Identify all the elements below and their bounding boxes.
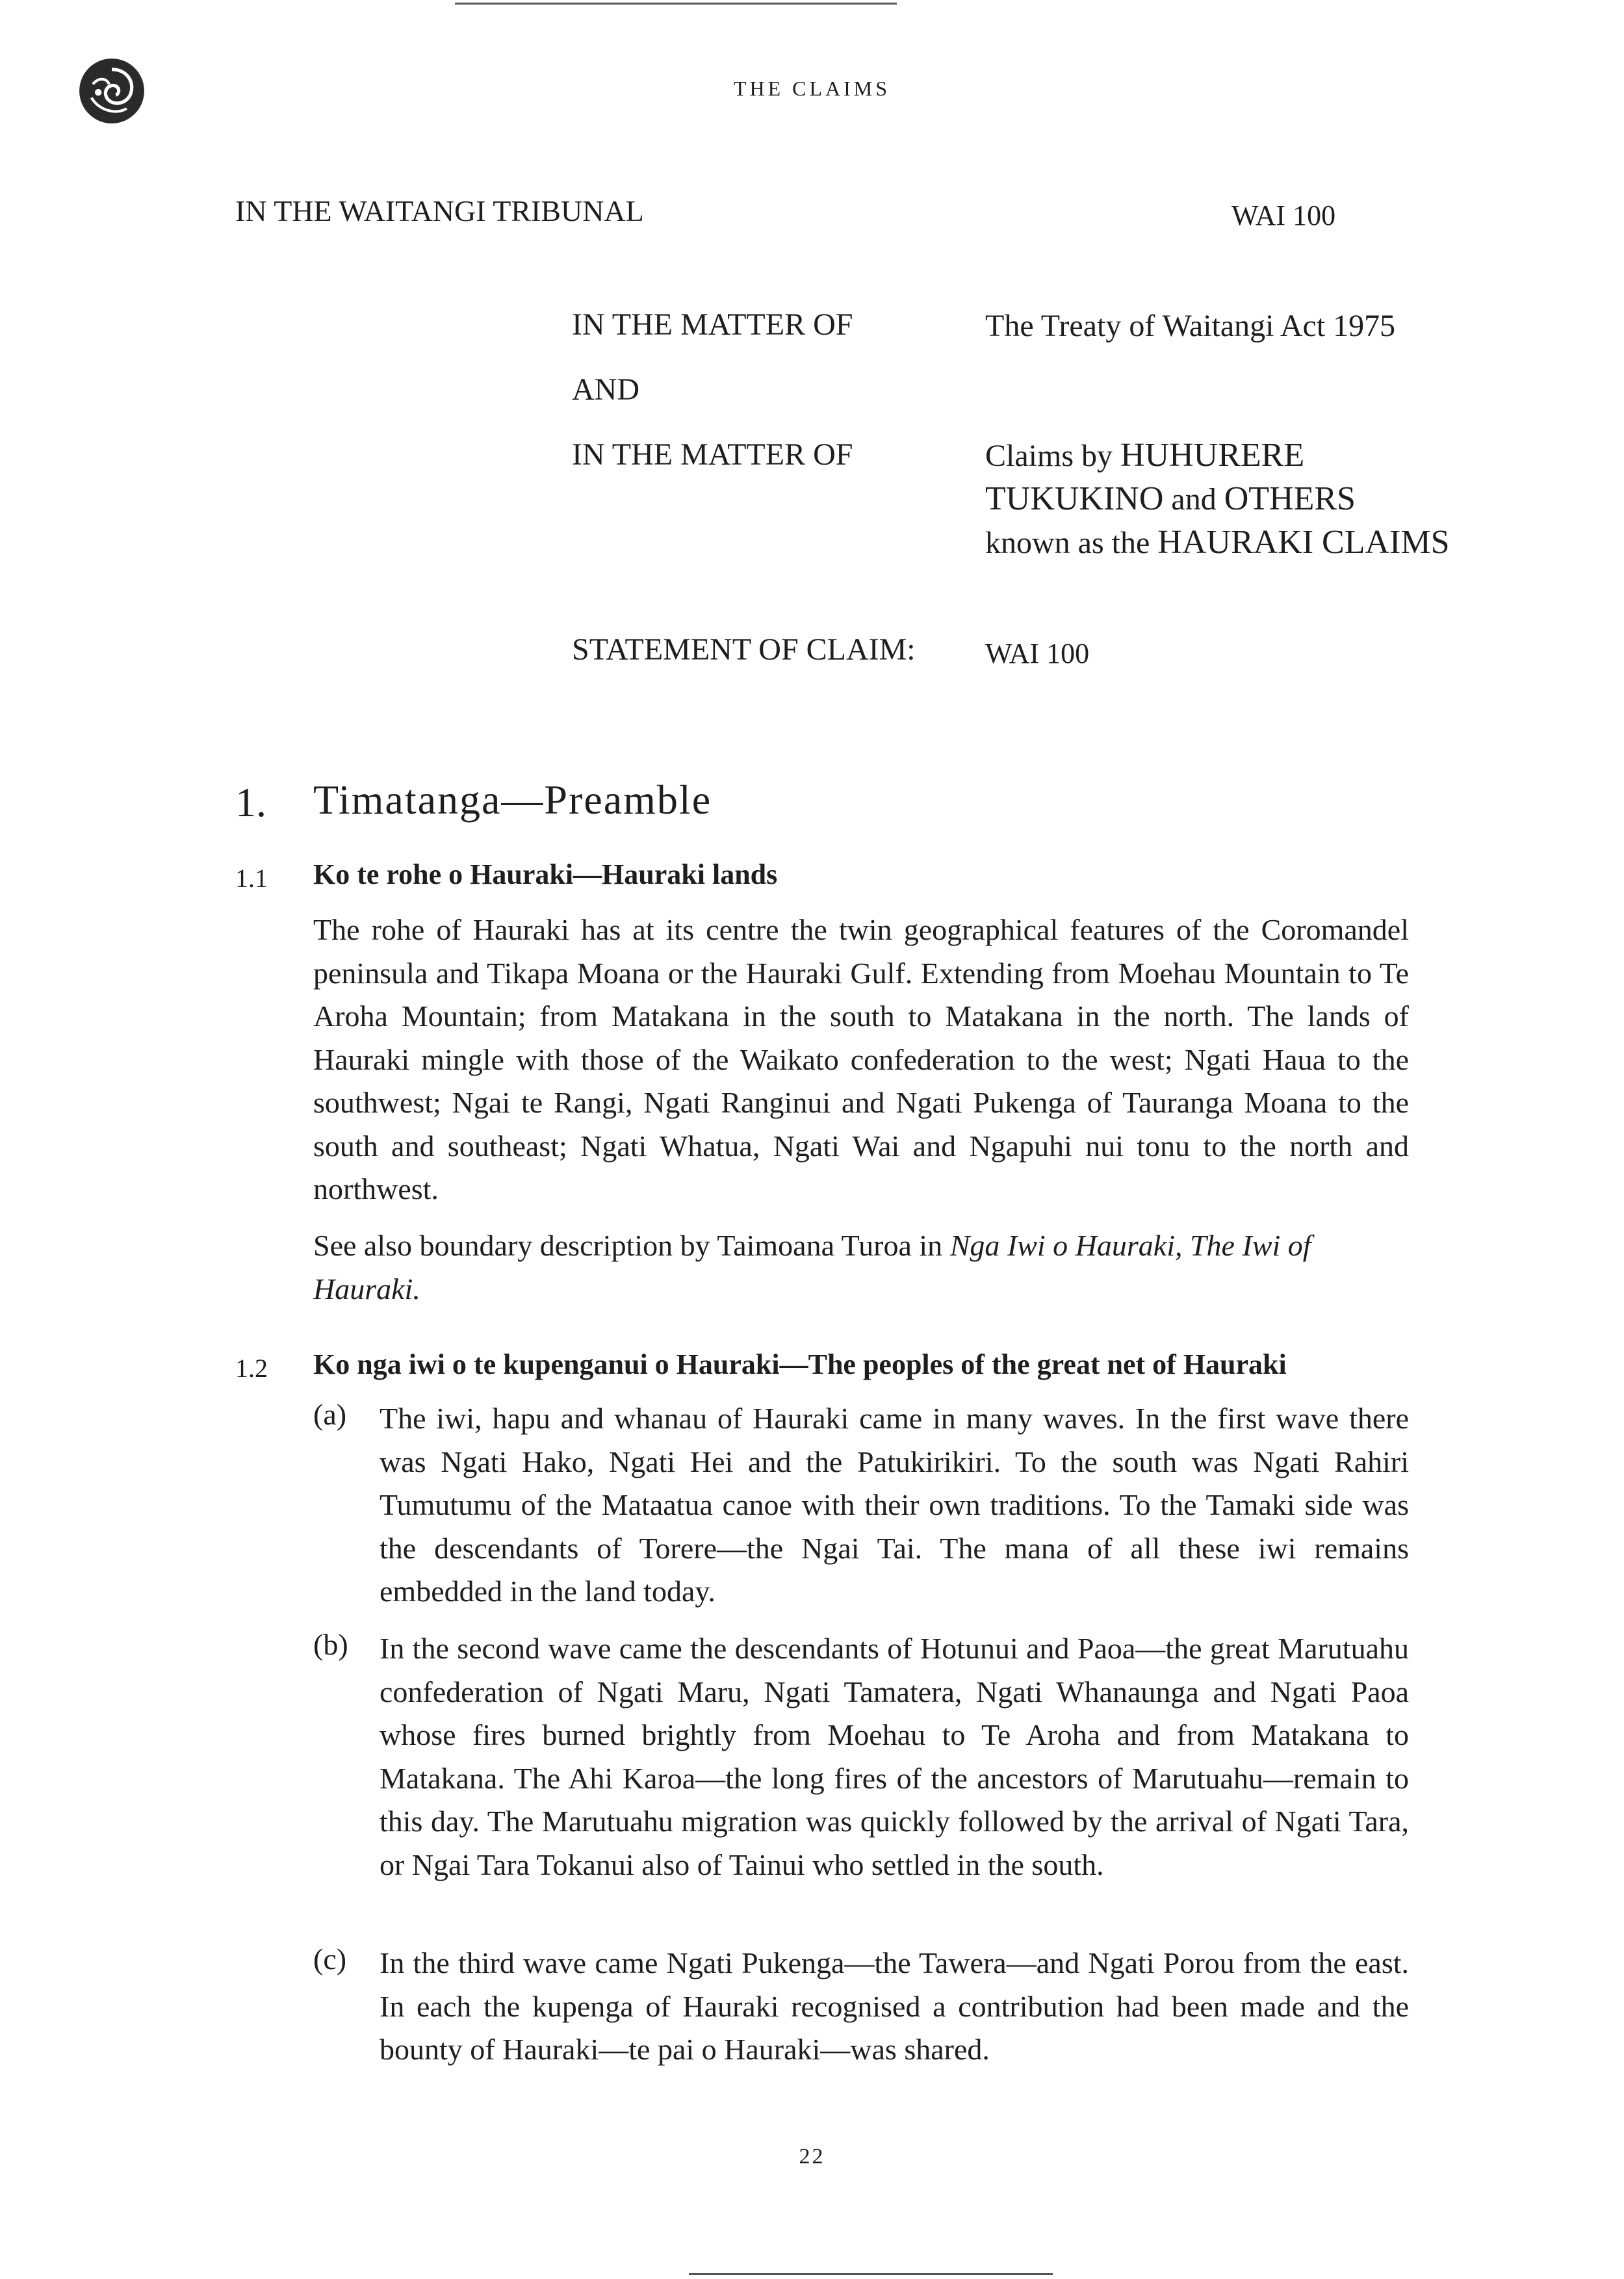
matter-label-2: IN THE MATTER OF bbox=[572, 437, 853, 472]
section-title: Timatanga—Preamble bbox=[313, 777, 712, 823]
page-number: 22 bbox=[799, 2144, 825, 2169]
subsection-1-title: Ko te rohe o Hauraki—Hauraki lands bbox=[313, 858, 778, 890]
item-a-text: The iwi, hapu and whanau of Hauraki came in many waves. In the first wave there was Ngati Hako, Ngati Hei and the Patukirikiri. To the south was Ngati Rahiri Tumutumu of the Mataatua canoe with their own traditions. To the Tamaki side was the descendants of Torere—the Ngai Tai. The mana of all these iwi remains embedded in the land today. bbox=[380, 1402, 1409, 1608]
see-also-text: See also boundary description by Taimoana Turoa in bbox=[313, 1229, 950, 1262]
item-c-label: (c) bbox=[313, 1942, 347, 1976]
matter-value-2 bbox=[985, 434, 1453, 565]
statement-reference: WAI 100 bbox=[985, 637, 1090, 669]
subsection-1-paragraph: The rohe of Hauraki has at its centre the twin geographical features of the Coromandel peninsula and Tikapa Moana or the Hauraki Gulf. Extending from Moehau Mountain to Te Aroha Mountain; from Matakana in the south to Matakana in the north. The lands of Hauraki mingle with those of the Waikato confederation to the west; Ngati Haua to the southwest; Ngai te Rangi, Ngati Ranginui and Ngati Pukenga of Tauranga Moana to the south and southeast; Ngati Whatua, Ngati Wai and Ngapuhi nui tonu to the north and northwest. bbox=[313, 913, 1409, 1205]
item-b-text: In the second wave came the descendants of Hotunui and Paoa—the great Marutuahu confederation of Ngati Maru, Ngati Tamatera, Ngati Whanaunga and Ngati Paoa whose fires burned brightly from Moehau to Te Aroha and from Matakana to Matakana. The Ahi Karoa—the long fires of the ancestors of Marutuahu—remain to this day. The Marutuahu migration was quickly followed by the arrival of Ngati Tara, or Ngai Tara Tokanui also of Tainui who settled in the south. bbox=[380, 1632, 1409, 1881]
subsection-2-number: 1.2 bbox=[235, 1354, 268, 1383]
statement-label: STATEMENT OF CLAIM: bbox=[572, 632, 916, 667]
section-number: 1. bbox=[235, 779, 266, 825]
subsection-1-number: 1.1 bbox=[235, 864, 268, 893]
item-b-label: (b) bbox=[313, 1628, 348, 1661]
subsection-2-title: Ko nga iwi o te kupenganui o Hauraki—The peoples of the great net of Hauraki bbox=[313, 1348, 1287, 1380]
item-c-text: In the third wave came Ngati Pukenga—the Tawera—and Ngati Porou from the east. In each the kupenga of Hauraki recognised a contribution had been made and the bounty of Hauraki—te pai o Hauraki—was shared. bbox=[380, 1946, 1409, 2066]
bottom-rule bbox=[689, 2273, 1053, 2275]
see-also-paragraph bbox=[313, 1224, 1409, 1311]
top-rule bbox=[455, 3, 897, 5]
and-text: and bbox=[1171, 482, 1217, 517]
matter-label-1: IN THE MATTER OF bbox=[572, 307, 853, 342]
matter-label-and: AND bbox=[572, 372, 639, 407]
item-a-label: (a) bbox=[313, 1398, 347, 1431]
running-head: THE CLAIMS bbox=[733, 77, 891, 100]
claimant-names: HUHURERE TUKUKINO bbox=[985, 437, 1305, 517]
see-also-title: Nga Iwi o Hauraki, The Iwi of Hauraki. bbox=[313, 1229, 1311, 1306]
case-reference: WAI 100 bbox=[1231, 200, 1336, 231]
hauraki-claims-text: HAURAKI CLAIMS bbox=[1157, 524, 1450, 561]
known-as-text: known as the bbox=[985, 526, 1150, 560]
claims-by-text: Claims by bbox=[985, 439, 1113, 473]
tribunal-heading: IN THE WAITANGI TRIBUNAL bbox=[235, 194, 644, 227]
matter-value-1: The Treaty of Waitangi Act 1975 bbox=[985, 309, 1396, 343]
others-text: OTHERS bbox=[1224, 480, 1356, 517]
